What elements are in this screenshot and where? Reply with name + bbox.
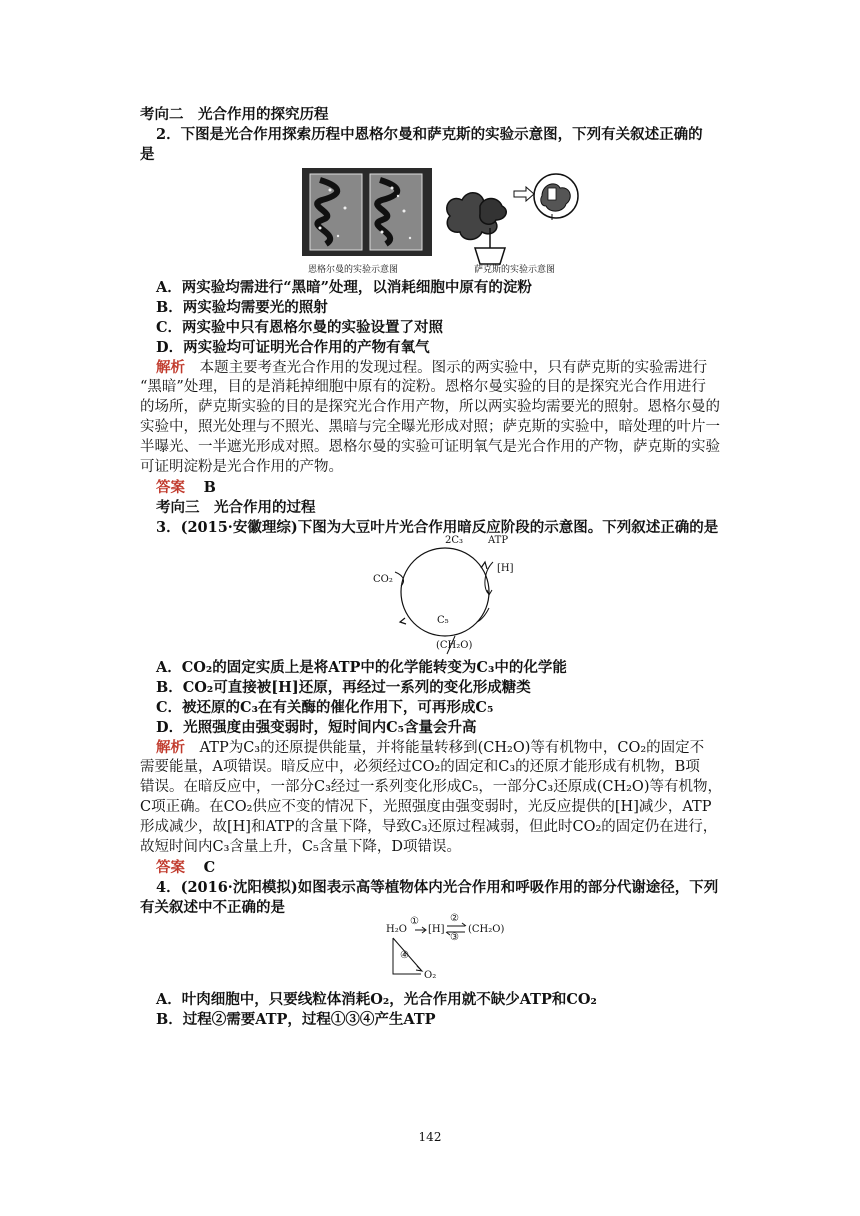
label-step-4: ④ [400, 950, 409, 961]
figure-caption-left: 恩格尔曼的实验示意图 [308, 265, 399, 275]
page-number: 142 [418, 1130, 442, 1144]
option-b: B．过程②需要ATP，过程①③④产生ATP [156, 1011, 436, 1028]
dark-reaction-cycle-diagram [365, 532, 525, 656]
explanation-text: 本题主要考查光合作用的发现过程。图示的两实验中，只有萨克斯的实验需进行 [199, 360, 708, 376]
answer [156, 478, 740, 498]
option-c: C．被还原的C₃在有关酶的催化作用下，可再形成C₅ [156, 699, 494, 716]
option-a: A．两实验均需进行“黑暗”处理，以消耗细胞中原有的淀粉 [156, 279, 532, 296]
answer-value: B [203, 479, 216, 496]
explanation-text: 形成减少，故[H]和ATP的含量下降，导致C₃还原过程减弱，但此时CO₂的固定仍在进行， [140, 819, 718, 835]
option-b: B．CO₂可直接被[H]还原，再经过一系列的变化形成糖类 [156, 679, 531, 696]
label-2c3: 2C₃ [445, 535, 464, 546]
label-h: [H] [497, 563, 514, 574]
question-stem: 有关叙述中不正确的是 [140, 899, 285, 916]
explanation [156, 738, 740, 758]
label-h2o: H₂O [386, 924, 407, 935]
option-a: A．CO₂的固定实质上是将ATP中的化学能转变为C₃中的化学能 [156, 659, 567, 676]
explanation-text: 的场所，萨克斯实验的目的是探究光合作用产物，所以两实验均需要光的照射。恩格尔曼的 [140, 399, 720, 415]
option-b: B．两实验均需要光的照射 [156, 299, 328, 316]
option-d: D．光照强度由强变弱时，短时间内C₅含量会升高 [156, 719, 477, 736]
explanation-text: 故短时间内C₃含量上升，C₅含量下降，D项错误。 [140, 839, 461, 855]
figure-caption-right: 萨克斯的实验示意图 [474, 265, 556, 275]
label-step-1: ① [410, 916, 419, 927]
explanation [156, 358, 740, 378]
question-stem: 4．(2016·沈阳模拟)如图表示高等植物体内光合作用和呼吸作用的部分代谢途径，下列 [156, 879, 719, 896]
question-stem: 2．下图是光合作用探索历程中恩格尔曼和萨克斯的实验示意图，下列有关叙述正确的 [156, 126, 703, 143]
explanation-text: 可证明淀粉是光合作用的产物。 [140, 459, 343, 475]
label-ch2o: (CH₂O) [436, 640, 473, 651]
option-c: C．两实验中只有恩格尔曼的实验设置了对照 [156, 319, 444, 336]
question-stem: 3．(2015·安徽理综)下图为大豆叶片光合作用暗反应阶段的示意图。下列叙述正确的是 [156, 519, 719, 536]
label-step-3: ③ [450, 932, 459, 943]
explanation-text: “黑暗”处理，目的是消耗掉细胞中原有的淀粉。恩格尔曼实验的目的是探究光合作用进行 [140, 379, 706, 395]
question-stem: 是 [140, 146, 155, 163]
option-d: D．两实验均可证明光合作用的产物有氧气 [156, 339, 430, 356]
option-a: A．叶肉细胞中，只要线粒体消耗O₂，光合作用就不缺少ATP和CO₂ [156, 991, 597, 1008]
explanation-text: ATP为C₃的还原提供能量，并将能量转移到(CH₂O)等有机物中，CO₂的固定不 [199, 740, 705, 756]
label-step-2: ② [450, 913, 459, 924]
explanation-text: 实验中，照光处理与不照光、黑暗与完全曝光形成对照；萨克斯的实验中，暗处理的叶片一 [140, 419, 720, 435]
label-c5: C₅ [437, 615, 449, 626]
answer-value: C [203, 859, 216, 876]
explanation-text: 半曝光、一半遮光形成对照。恩格尔曼的实验可证明氧气是光合作用的产物，萨克斯的实验 [140, 439, 720, 455]
section-heading: 考向二 光合作用的探究历程 [140, 106, 329, 123]
label-h: [H] [428, 924, 445, 935]
label-atp: ATP [488, 535, 509, 546]
answer-label: 答案 [156, 479, 185, 496]
label-co2: CO₂ [373, 574, 393, 585]
answer-label: 答案 [156, 859, 185, 876]
explanation-text: 需要能量，A项错误。暗反应中，必须经过CO₂的固定和C₃的还原才能形成有机物，B项 [140, 759, 700, 775]
explanation-text: C项正确。在CO₂供应不变的情况下，光照强度由强变弱时，光反应提供的[H]减少，ATP [140, 799, 712, 815]
explanation-text: 错误。在暗反应中，一部分C₃经过一系列变化形成C₅，一部分C₃还原成(CH₂O)等有机物， [140, 779, 722, 795]
section-heading: 考向三 光合作用的过程 [156, 499, 316, 516]
label-o2: O₂ [424, 970, 437, 981]
explanation-label: 解析 [156, 739, 185, 756]
answer [156, 858, 740, 878]
explanation-label: 解析 [156, 359, 185, 376]
label-ch2o: (CH₂O) [468, 924, 505, 935]
